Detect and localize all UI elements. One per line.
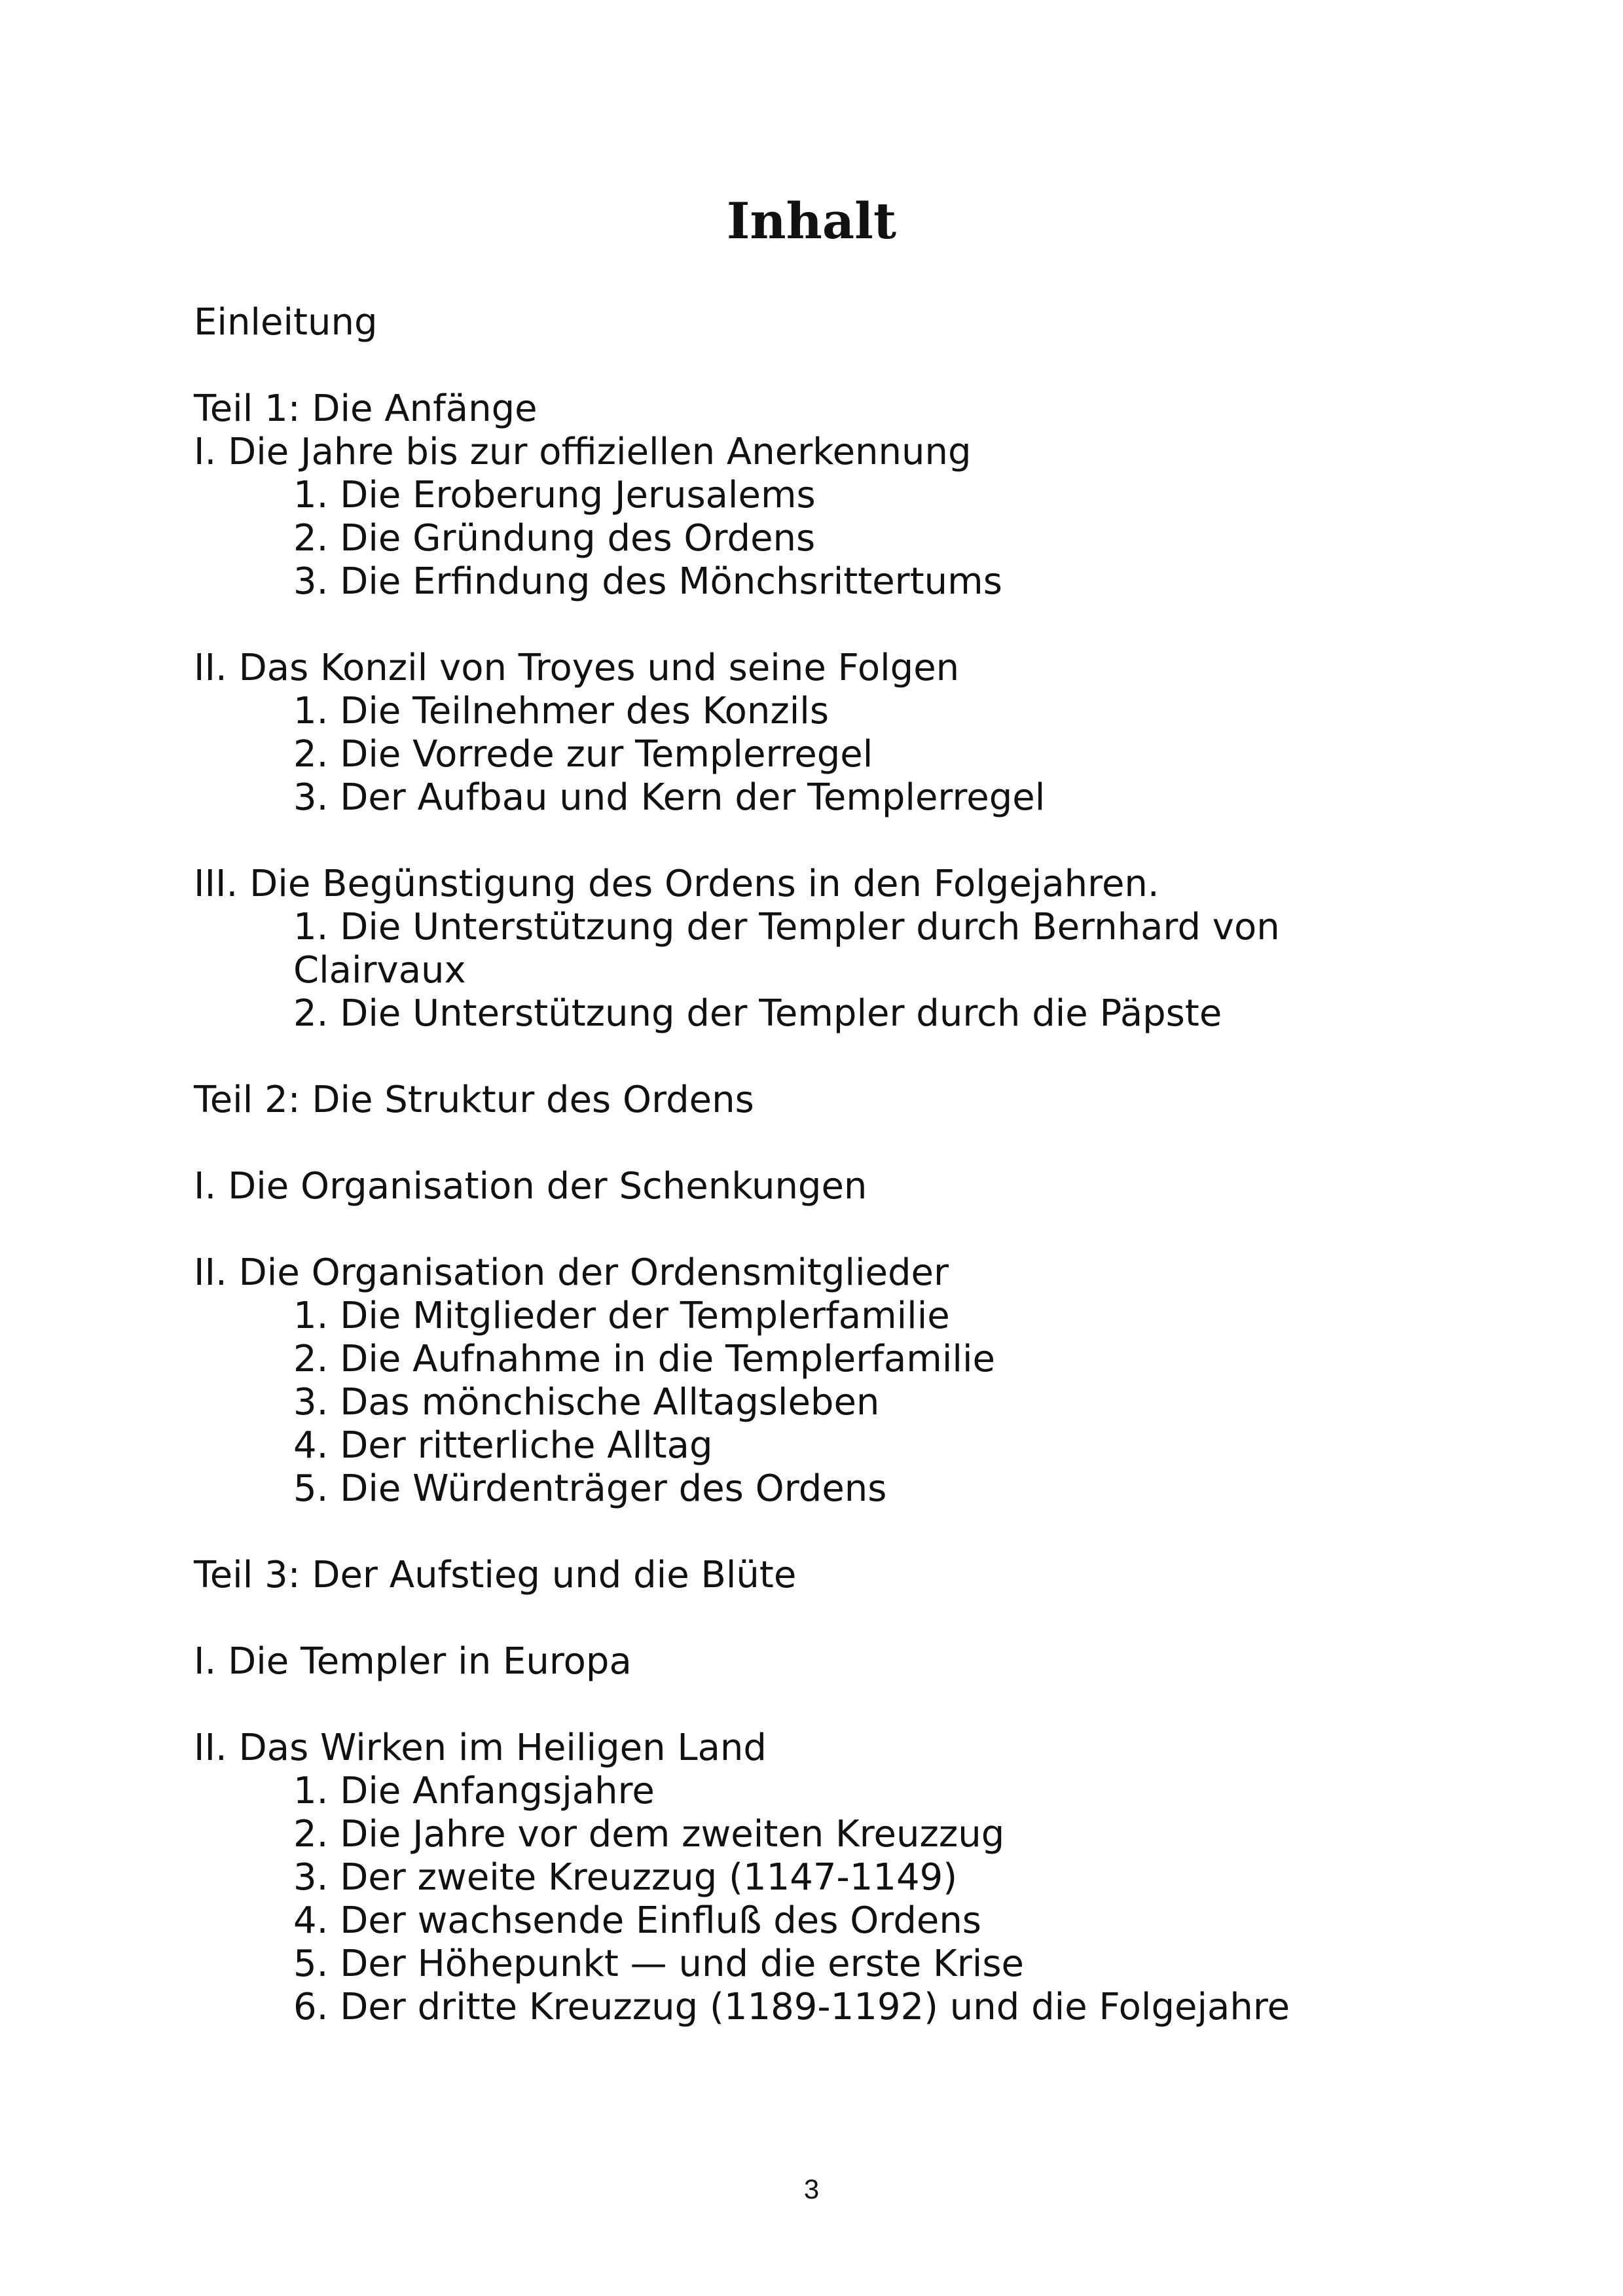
toc-entry: 3. Die Erfindung des Mönchsrittertums — [293, 560, 1002, 603]
toc-part-2-section-2: II. Die Organisation der Ordensmitglieder — [194, 1251, 949, 1294]
spacer — [194, 819, 1503, 863]
toc-part-1-section-1: I. Die Jahre bis zur offiziellen Anerkennung — [194, 431, 972, 473]
toc-part-1-section-3: III. Die Begünstigung des Ordens in den Folgejahren. — [194, 863, 1159, 905]
toc-entry: 2. Die Gründung des Ordens — [293, 517, 816, 560]
toc-entry: 3. Das mönchische Alltagsleben — [293, 1381, 880, 1424]
toc-part-3-section-2: II. Das Wirken im Heiligen Land — [194, 1727, 767, 1769]
toc-entry: 6. Der dritte Kreuzzug (1189-1192) und die Folgejahre — [293, 1986, 1290, 2028]
toc-entry: 1. Die Eroberung Jerusalems — [293, 474, 816, 516]
page-title: Inhalt — [726, 192, 897, 250]
toc-entry: 4. Der wachsende Einfluß des Ordens — [293, 1899, 981, 1942]
toc-entry: 1. Die Anfangsjahre — [293, 1770, 655, 1812]
toc-part-3-heading: Teil 3: Der Aufstieg und die Blüte — [194, 1554, 797, 1596]
toc-entry: 1. Die Teilnehmer des Konzils — [293, 690, 830, 732]
toc-introduction: Einleitung — [194, 301, 378, 344]
spacer — [194, 344, 1503, 387]
toc-entry: 2. Die Unterstützung der Templer durch die Päpste — [293, 992, 1222, 1035]
toc-entry: 3. Der Aufbau und Kern der Templerregel — [293, 776, 1046, 819]
spacer — [194, 1122, 1503, 1165]
toc-part-3-section-1: I. Die Templer in Europa — [194, 1640, 632, 1683]
toc-entry: 2. Die Vorrede zur Templerregel — [293, 733, 873, 776]
toc-part-2-heading: Teil 2: Die Struktur des Ordens — [194, 1079, 754, 1121]
toc-entry: 4. Der ritterliche Alltag — [293, 1424, 713, 1467]
toc-part-1-section-2: II. Das Konzil von Troyes und seine Folgen — [194, 647, 960, 689]
spacer — [194, 1597, 1503, 1640]
toc-entry: 1. Die Unterstützung der Templer durch Bernhard von — [293, 906, 1280, 948]
toc-entry-continuation: Clairvaux — [293, 949, 466, 992]
spacer — [194, 1035, 1503, 1079]
toc-entry: 3. Der zweite Kreuzzug (1147-1149) — [293, 1856, 958, 1899]
table-of-contents — [194, 301, 1503, 2029]
spacer — [194, 1511, 1503, 1554]
spacer — [194, 603, 1503, 647]
page-number: 3 — [803, 2174, 820, 2204]
toc-entry: 2. Die Jahre vor dem zweiten Kreuzzug — [293, 1813, 1005, 1856]
spacer — [194, 1208, 1503, 1251]
toc-entry: 1. Die Mitglieder der Templerfamilie — [293, 1295, 950, 1337]
toc-entry: 2. Die Aufnahme in die Templerfamilie — [293, 1338, 995, 1380]
toc-part-1-heading: Teil 1: Die Anfänge — [194, 387, 538, 430]
toc-entry: 5. Der Höhepunkt — und die erste Krise — [293, 1943, 1024, 1985]
toc-part-2-section-1: I. Die Organisation der Schenkungen — [194, 1165, 867, 1208]
toc-entry: 5. Die Würdenträger des Ordens — [293, 1467, 887, 1510]
spacer — [194, 1683, 1503, 1727]
